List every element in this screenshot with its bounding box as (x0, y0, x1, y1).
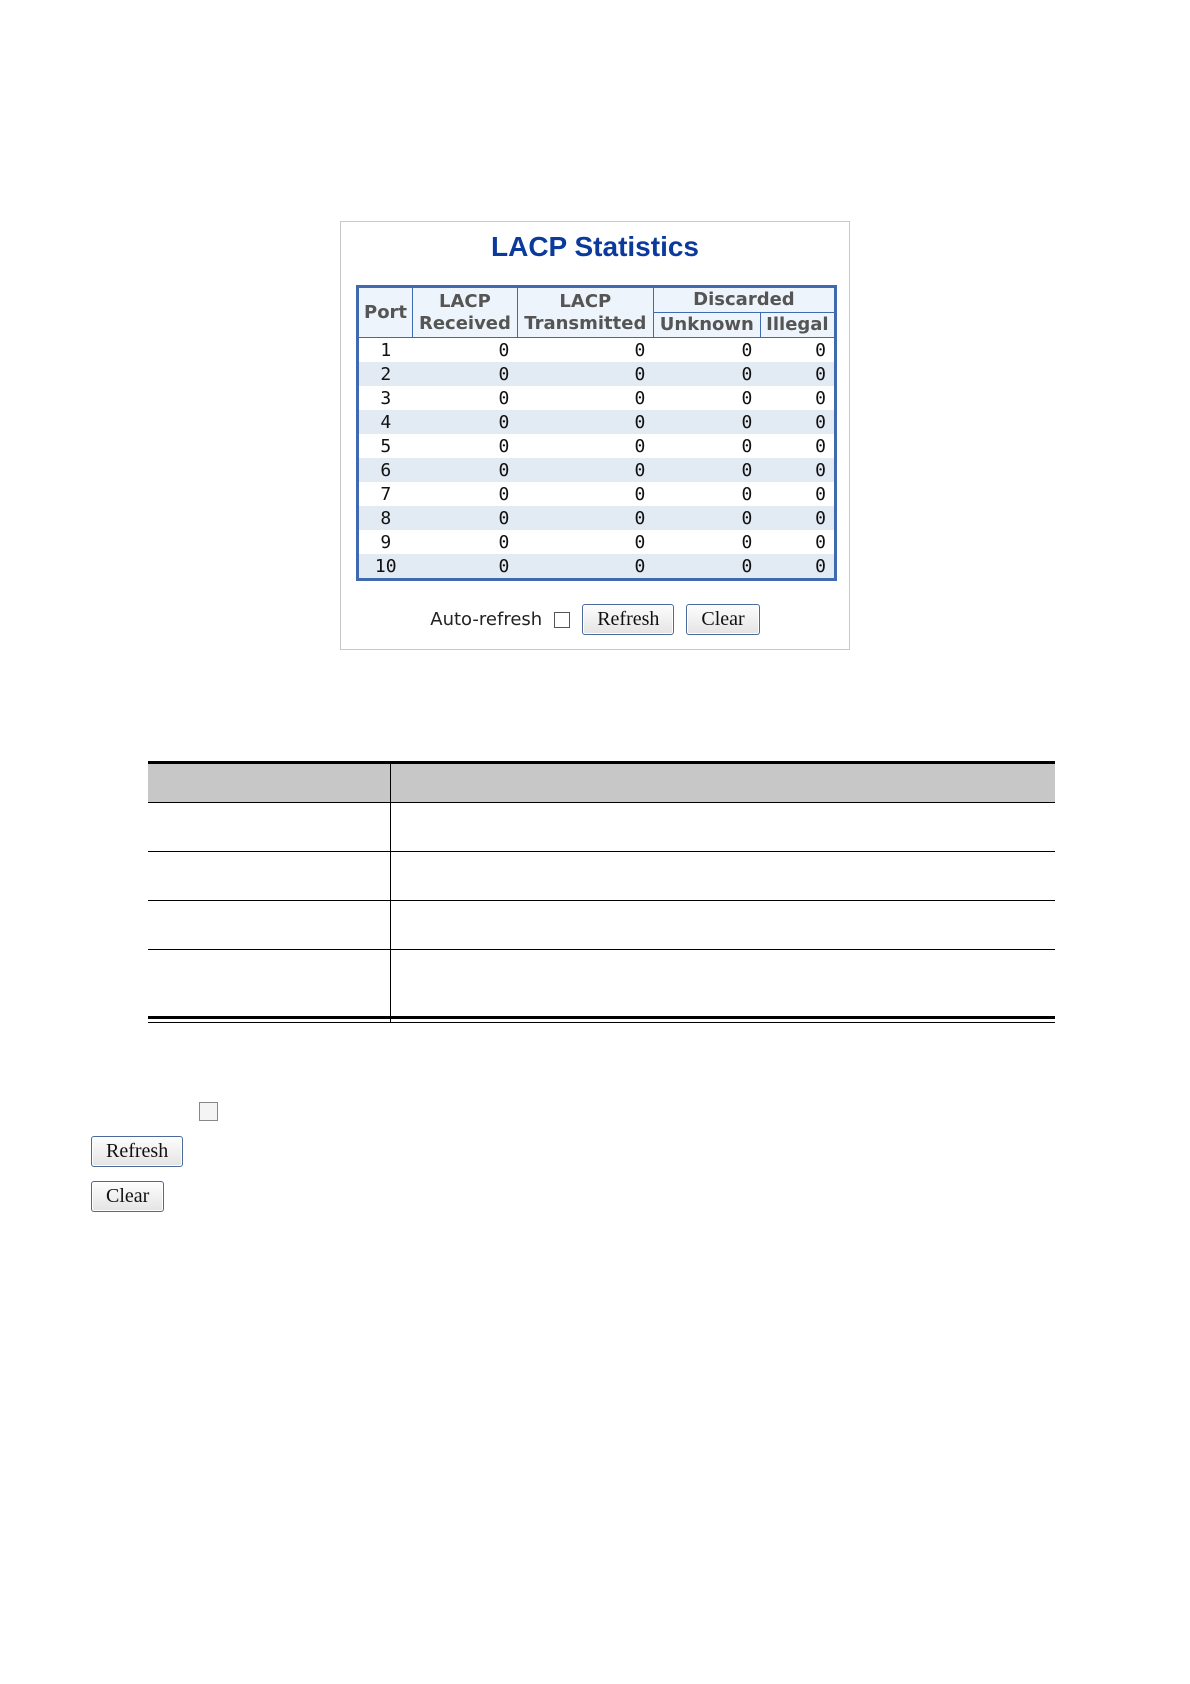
description-cell-object (148, 901, 391, 950)
cell-unknown: 0 (653, 410, 760, 434)
cell-illegal: 0 (760, 530, 835, 554)
table-row (358, 386, 836, 410)
cell-received: 0 (413, 362, 518, 386)
cell-illegal: 0 (760, 338, 835, 363)
legend-clear-button[interactable]: Clear (91, 1181, 164, 1212)
cell-transmitted: 0 (517, 506, 653, 530)
col-unknown-header: Unknown (653, 313, 760, 338)
cell-illegal: 0 (760, 458, 835, 482)
cell-illegal: 0 (760, 482, 835, 506)
cell-received: 0 (413, 530, 518, 554)
table-row (358, 410, 836, 434)
col-lacp-transmitted-line2: Transmitted (524, 312, 647, 334)
cell-received: 0 (413, 554, 518, 580)
cell-illegal: 0 (760, 362, 835, 386)
col-lacp-received-header (413, 287, 518, 338)
description-cell-object (148, 852, 391, 901)
table-row (358, 362, 836, 386)
cell-unknown: 0 (653, 530, 760, 554)
cell-transmitted: 0 (517, 554, 653, 580)
cell-port: 4 (358, 410, 413, 434)
table-row (358, 338, 836, 363)
cell-received: 0 (413, 386, 518, 410)
description-cell-text (391, 901, 1056, 950)
description-header-object (148, 763, 391, 803)
cell-port: 10 (358, 554, 413, 580)
table-row (358, 554, 836, 580)
cell-transmitted: 0 (517, 434, 653, 458)
table-row (358, 482, 836, 506)
cell-transmitted: 0 (517, 482, 653, 506)
cell-unknown: 0 (653, 338, 760, 363)
cell-port: 5 (358, 434, 413, 458)
cell-transmitted: 0 (517, 338, 653, 363)
lacp-statistics-panel (340, 221, 850, 650)
cell-received: 0 (413, 506, 518, 530)
cell-transmitted: 0 (517, 458, 653, 482)
cell-received: 0 (413, 410, 518, 434)
cell-received: 0 (413, 458, 518, 482)
col-lacp-transmitted-header (517, 287, 653, 338)
description-row (148, 901, 1055, 950)
description-row (148, 852, 1055, 901)
description-cell-object (148, 803, 391, 852)
cell-port: 3 (358, 386, 413, 410)
description-cell-text (391, 950, 1056, 1023)
cell-unknown: 0 (653, 506, 760, 530)
cell-unknown: 0 (653, 458, 760, 482)
cell-illegal: 0 (760, 386, 835, 410)
description-row (148, 803, 1055, 852)
lacp-statistics-table (356, 285, 837, 581)
description-header-description (391, 763, 1056, 803)
cell-received: 0 (413, 434, 518, 458)
table-row (358, 506, 836, 530)
cell-unknown: 0 (653, 434, 760, 458)
cell-unknown: 0 (653, 386, 760, 410)
auto-refresh-label: Auto-refresh (430, 609, 543, 630)
panel-controls (341, 604, 849, 635)
cell-transmitted: 0 (517, 530, 653, 554)
legend-refresh-button[interactable]: Refresh (91, 1136, 183, 1167)
cell-illegal: 0 (760, 506, 835, 530)
cell-port: 7 (358, 482, 413, 506)
table-row (358, 530, 836, 554)
description-table (148, 761, 1055, 1023)
description-table-bottom-rule (148, 1016, 1055, 1019)
refresh-button[interactable]: Refresh (582, 604, 674, 635)
col-lacp-received-line2: Received (418, 312, 511, 334)
cell-illegal: 0 (760, 410, 835, 434)
description-cell-text (391, 803, 1056, 852)
table-row (358, 434, 836, 458)
cell-received: 0 (413, 482, 518, 506)
cell-received: 0 (413, 338, 518, 363)
page-title: LACP Statistics (491, 231, 699, 262)
cell-port: 9 (358, 530, 413, 554)
description-cell-text (391, 852, 1056, 901)
cell-unknown: 0 (653, 482, 760, 506)
cell-transmitted: 0 (517, 410, 653, 434)
auto-refresh-checkbox[interactable] (554, 612, 570, 628)
cell-unknown: 0 (653, 362, 760, 386)
description-header-row (148, 763, 1055, 803)
col-discarded-header: Discarded (653, 287, 835, 313)
cell-transmitted: 0 (517, 362, 653, 386)
description-cell-object (148, 950, 391, 1023)
col-lacp-received-line1: LACP (439, 290, 491, 312)
col-illegal-header: Illegal (760, 313, 835, 338)
cell-port: 8 (358, 506, 413, 530)
description-row (148, 950, 1055, 1023)
table-row (358, 458, 836, 482)
col-port-header: Port (358, 287, 413, 338)
col-lacp-transmitted-line1: LACP (559, 290, 612, 312)
cell-illegal: 0 (760, 434, 835, 458)
cell-illegal: 0 (760, 554, 835, 580)
cell-transmitted: 0 (517, 386, 653, 410)
legend-auto-refresh-checkbox[interactable] (199, 1102, 218, 1121)
cell-port: 6 (358, 458, 413, 482)
clear-button[interactable]: Clear (686, 604, 759, 635)
cell-port: 2 (358, 362, 413, 386)
cell-port: 1 (358, 338, 413, 363)
cell-unknown: 0 (653, 554, 760, 580)
